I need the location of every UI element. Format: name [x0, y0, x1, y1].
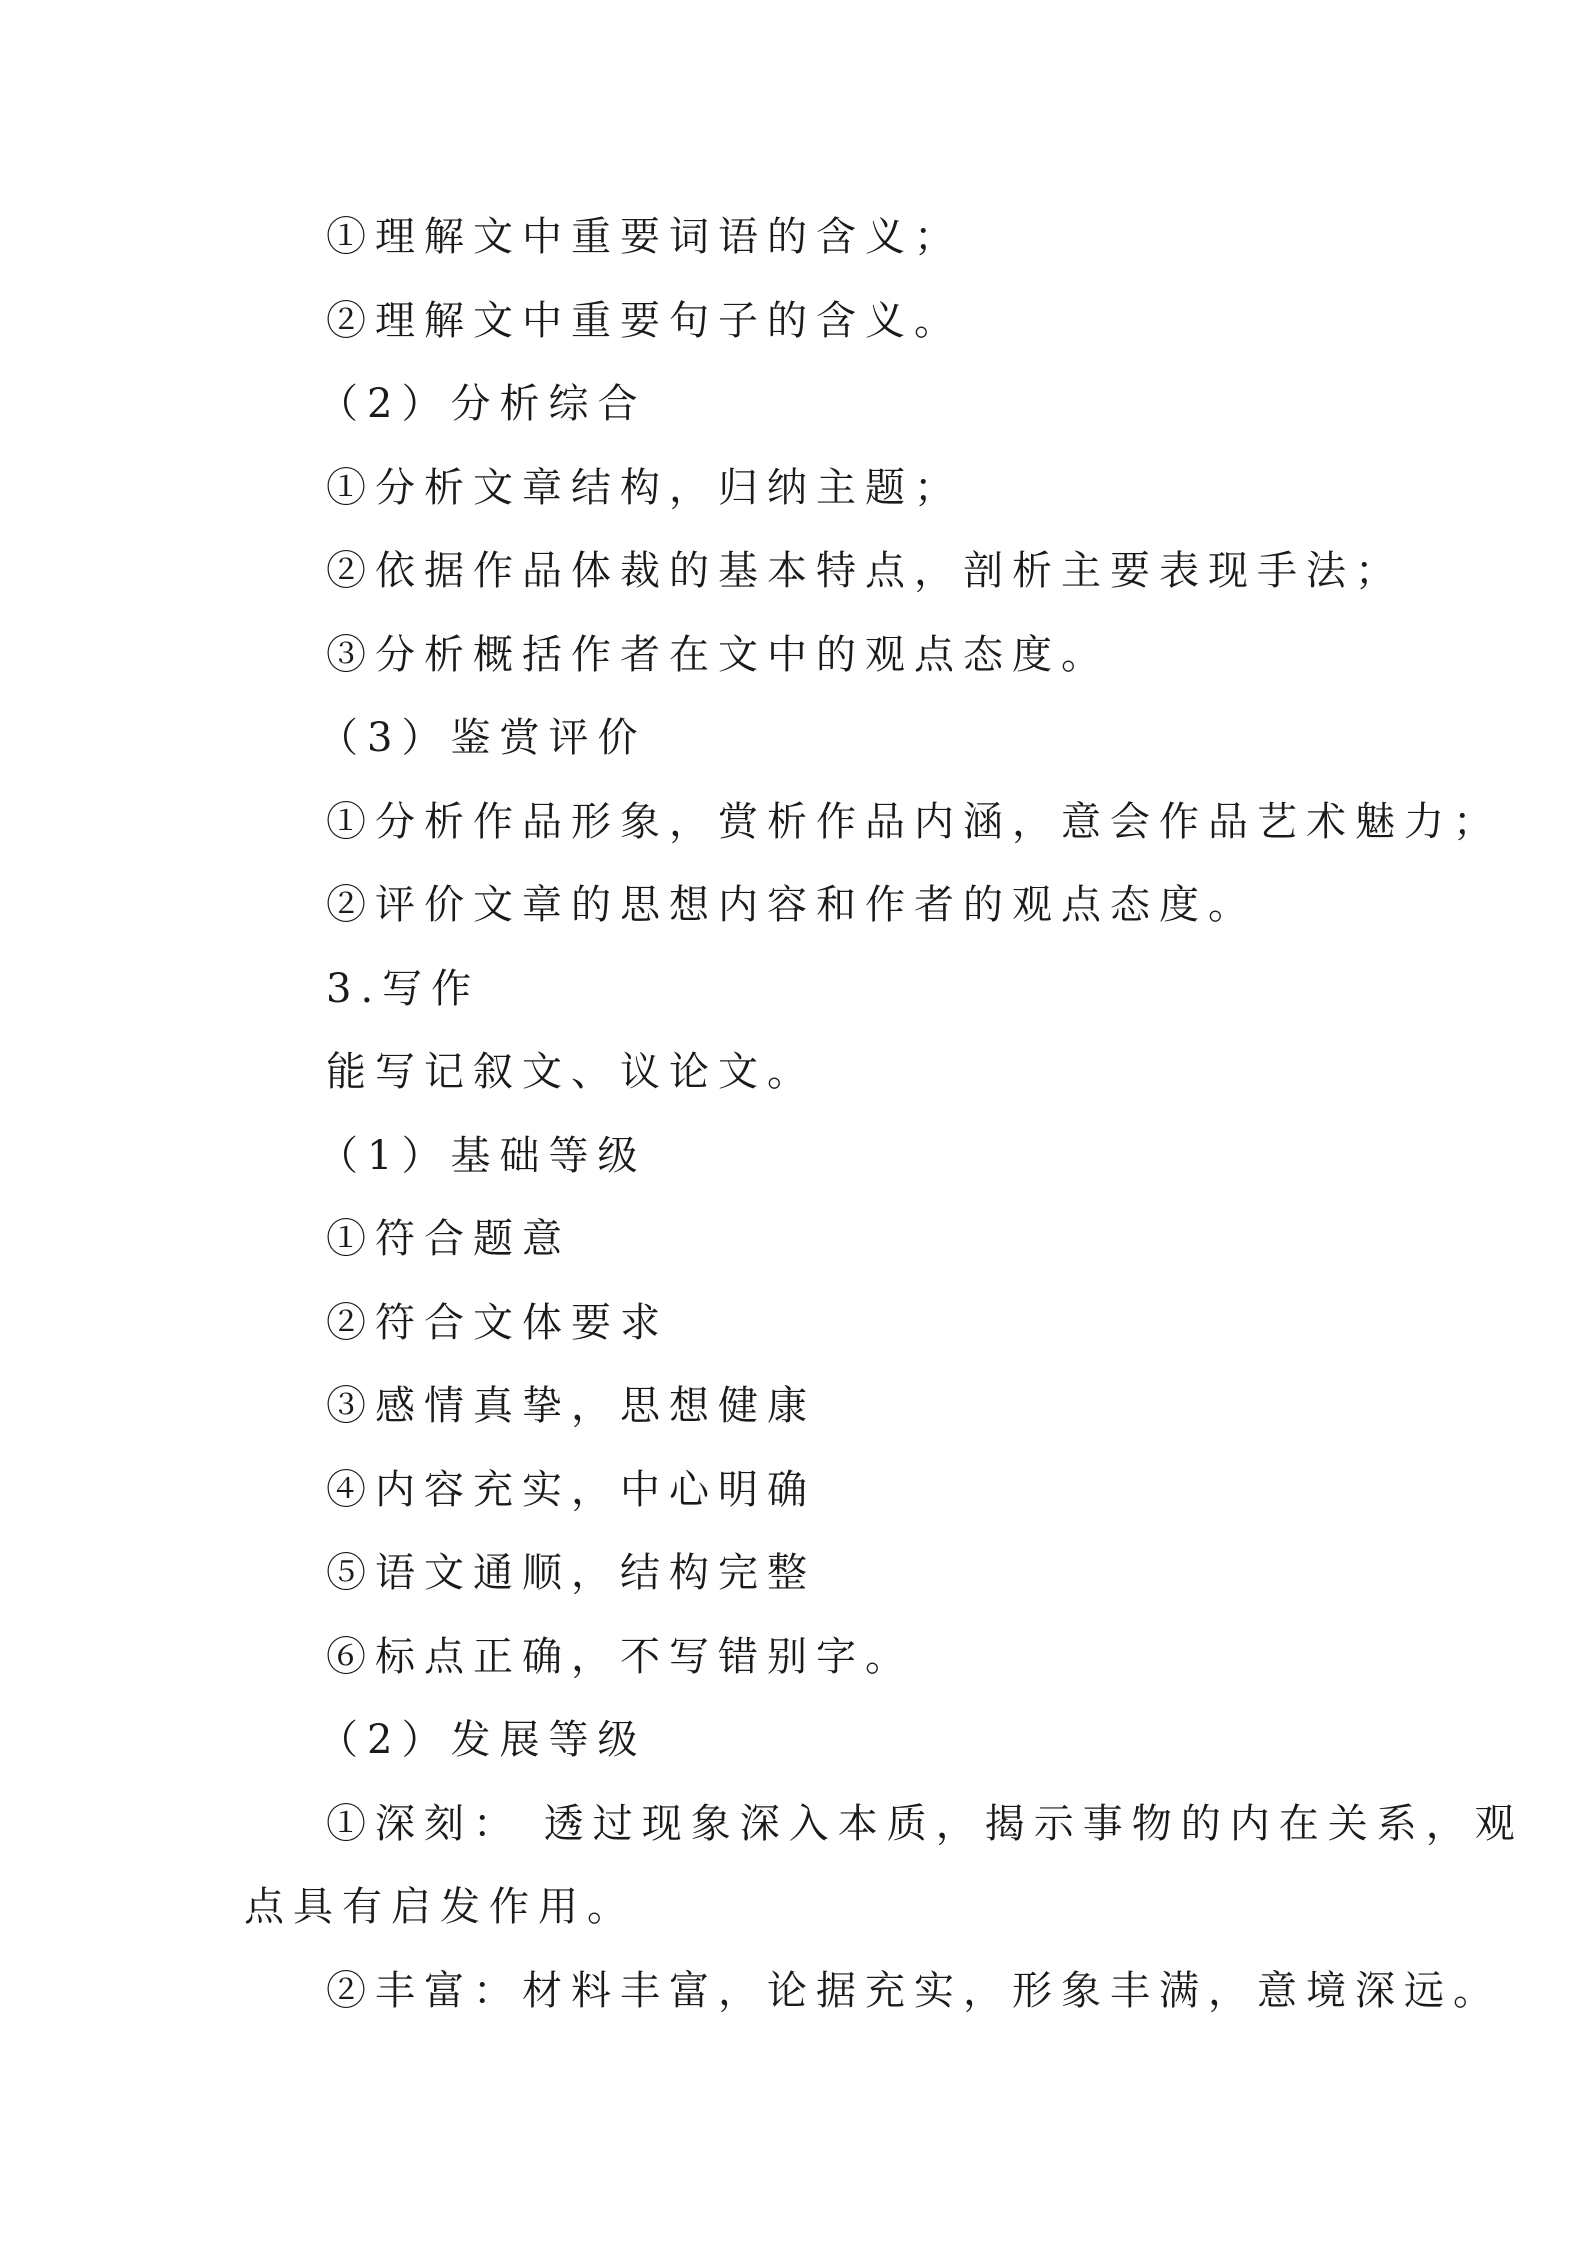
text-line-14: ②符合文体要求: [326, 1299, 669, 1346]
text-line-6: ③分析概括作者在文中的观点态度。: [326, 631, 1110, 678]
text-line-20: ①深刻： 透过现象深入本质，揭示事物的内在关系，观: [326, 1800, 1524, 1847]
text-line-8: ①分析作品形象，赏析作品内涵，意会作品艺术魅力；: [326, 798, 1502, 845]
section-heading-appreciation: （3）鉴赏评价: [318, 715, 647, 761]
text-line-1: ①理解文中重要词语的含义；: [326, 214, 963, 260]
text-line-15: ③感情真挚，思想健康: [326, 1383, 816, 1429]
section-heading-basic-level: （1）基础等级: [318, 1132, 647, 1179]
section-heading-development-level: （2）发展等级: [318, 1717, 647, 1763]
document-body: [244, 196, 1524, 2033]
section-heading-analysis: （2）分析综合: [318, 381, 647, 427]
text-line-9: ②评价文章的思想内容和作者的观点态度。: [326, 882, 1257, 928]
text-line-17: ⑤语文通顺，结构完整: [326, 1550, 816, 1596]
text-line-13: ①符合题意: [326, 1216, 571, 1262]
text-line-11: 能写记叙文、议论文。: [326, 1049, 816, 1095]
text-line-4: ①分析文章结构，归纳主题；: [326, 464, 963, 511]
text-line-21: 点具有启发作用。: [244, 1884, 636, 1930]
section-heading-writing: 3.写作: [326, 965, 481, 1012]
text-line-22: ②丰富：材料丰富，论据充实，形象丰满，意境深远。: [326, 1967, 1502, 2014]
text-line-18: ⑥标点正确，不写错别字。: [326, 1633, 914, 1680]
text-line-2: ②理解文中重要句子的含义。: [326, 297, 963, 344]
text-line-5: ②依据作品体裁的基本特点，剖析主要表现手法；: [326, 548, 1404, 594]
text-line-16: ④内容充实，中心明确: [326, 1466, 816, 1513]
